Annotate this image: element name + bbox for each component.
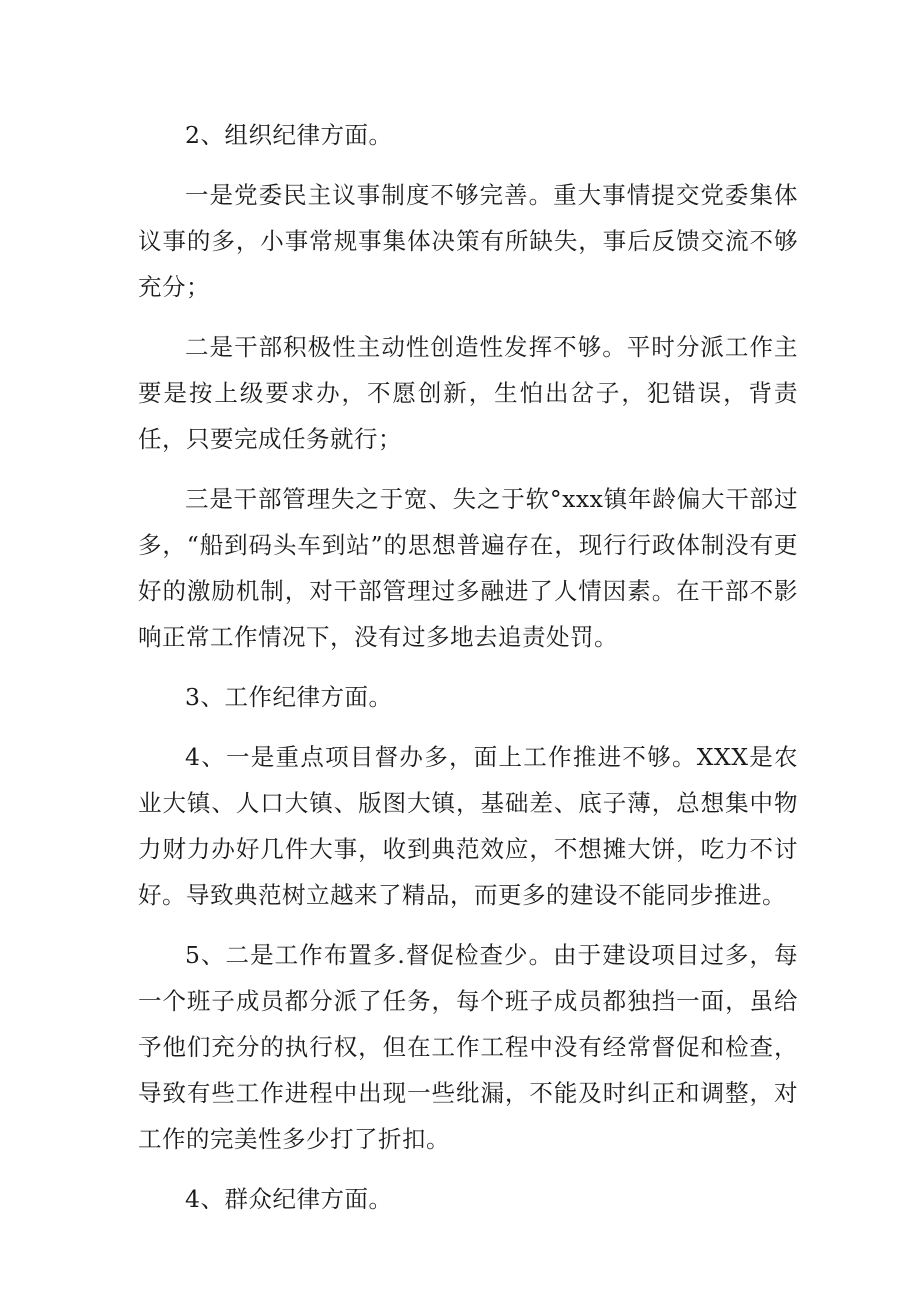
heading-organizational-discipline: 2、组织纪律方面。 [185, 121, 393, 149]
heading-work-discipline: 3、工作纪律方面。 [185, 683, 393, 711]
paragraph-cadre-management: 三是干部管理失之于宽、失之于软°xxx镇年龄偏大干部过多，“船到码头车到站”的思想普遍存在，现行行政体制没有更好的激励机制，对干部管理过多融进了人情因素。在干部不影响正常工作情况下，没有过多地去追责处罚。 [138, 485, 798, 651]
heading-mass-discipline: 4、群众纪律方面。 [185, 1185, 393, 1213]
paragraph-key-project-supervision: 4、一是重点项目督办多，面上工作推进不够。XXX是农业大镇、人口大镇、版图大镇，基础差、底子薄，总想集中物力财力办好几件大事，收到典范效应，不想摊大饼，吃力不讨好。导致典范树立越来了精品，而更多的建设不能同步推进。 [138, 743, 798, 909]
paragraph-work-arrangement-inspection: 5、二是工作布置多.督促检查少。由于建设项目过多，每一个班子成员都分派了任务，每个班子成员都独挡一面，虽给予他们充分的执行权，但在工作工程中没有经常督促和检查，导致有些工作进程中出现一些纰漏，不能及时纠正和调整，对工作的完美性多少打了折扣。 [138, 941, 798, 1153]
paragraph-cadre-initiative: 二是干部积极性主动性创造性发挥不够。平时分派工作主要是按上级要求办，不愿创新，生怕出岔子，犯错误，背责任，只要完成任务就行； [138, 333, 798, 453]
paragraph-party-committee-democracy: 一是党委民主议事制度不够完善。重大事情提交党委集体议事的多，小事常规事集体决策有所缺失，事后反馈交流不够充分； [138, 181, 798, 301]
document-body [138, 112, 798, 1236]
